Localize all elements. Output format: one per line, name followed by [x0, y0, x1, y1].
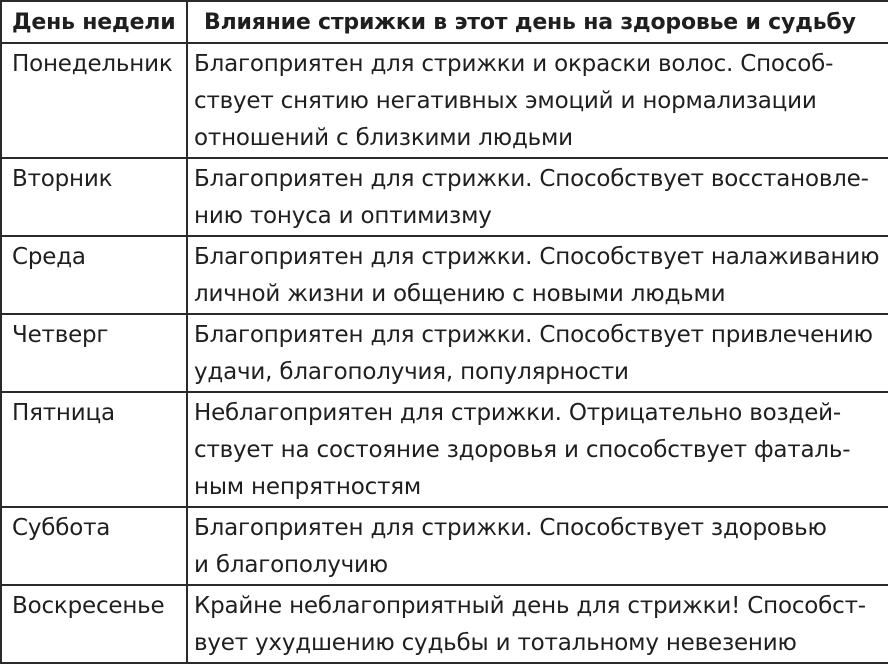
day-cell: Воскресенье — [1, 585, 187, 663]
effect-line: удачи, благополучия, популярности — [194, 359, 629, 385]
header-row — [1, 1, 888, 43]
effect-line: ствует на состояние здоровья и способствует фаталь- — [194, 437, 851, 463]
day-column-header: День недели — [1, 1, 187, 43]
effect-line: нию тонуса и оптимизму — [194, 203, 492, 229]
effect-line: Благоприятен для стрижки. Способствует привлечению — [194, 322, 873, 348]
day-cell: Среда — [1, 236, 187, 314]
table-row — [1, 43, 888, 158]
effect-cell — [187, 585, 888, 663]
effect-cell — [187, 43, 888, 158]
effect-column-header: Влияние стрижки в этот день на здоровье и судьбу — [187, 1, 888, 43]
effect-line: Благоприятен для стрижки. Способствует здоровью — [194, 515, 827, 541]
effect-line: ным непрятностям — [194, 474, 422, 500]
effect-cell — [187, 507, 888, 585]
table-row — [1, 236, 888, 314]
effect-cell — [187, 314, 888, 392]
effect-line: Благоприятен для стрижки. Способствует налаживанию — [194, 244, 880, 270]
effect-cell — [187, 158, 888, 236]
day-cell: Суббота — [1, 507, 187, 585]
effect-line: Крайне неблагоприятный день для стрижки! Способст- — [194, 593, 866, 619]
effect-line: Благоприятен для стрижки. Способствует восстановле- — [194, 166, 869, 192]
effect-line: Неблагоприятен для стрижки. Отрицательно воздей- — [194, 400, 842, 426]
effect-line: и благополучию — [194, 552, 388, 578]
effect-line: вует ухудшению судьбы и тотальному невезению — [194, 630, 797, 656]
effect-cell — [187, 392, 888, 507]
day-cell: Пятница — [1, 392, 187, 507]
day-cell: Четверг — [1, 314, 187, 392]
day-cell: Вторник — [1, 158, 187, 236]
table-row — [1, 314, 888, 392]
effect-line: Благоприятен для стрижки и окраски волос. Способ- — [194, 51, 834, 77]
effect-line: личной жизни и общению с новыми людьми — [194, 281, 726, 307]
effect-line: ствует снятию негативных эмоций и нормализации — [194, 88, 817, 114]
effect-cell — [187, 236, 888, 314]
table-row — [1, 507, 888, 585]
table-row — [1, 585, 888, 663]
day-cell: Понедельник — [1, 43, 187, 158]
effect-line: отношений с близкими людьми — [194, 125, 573, 151]
table-row — [1, 158, 888, 236]
table-row — [1, 392, 888, 507]
